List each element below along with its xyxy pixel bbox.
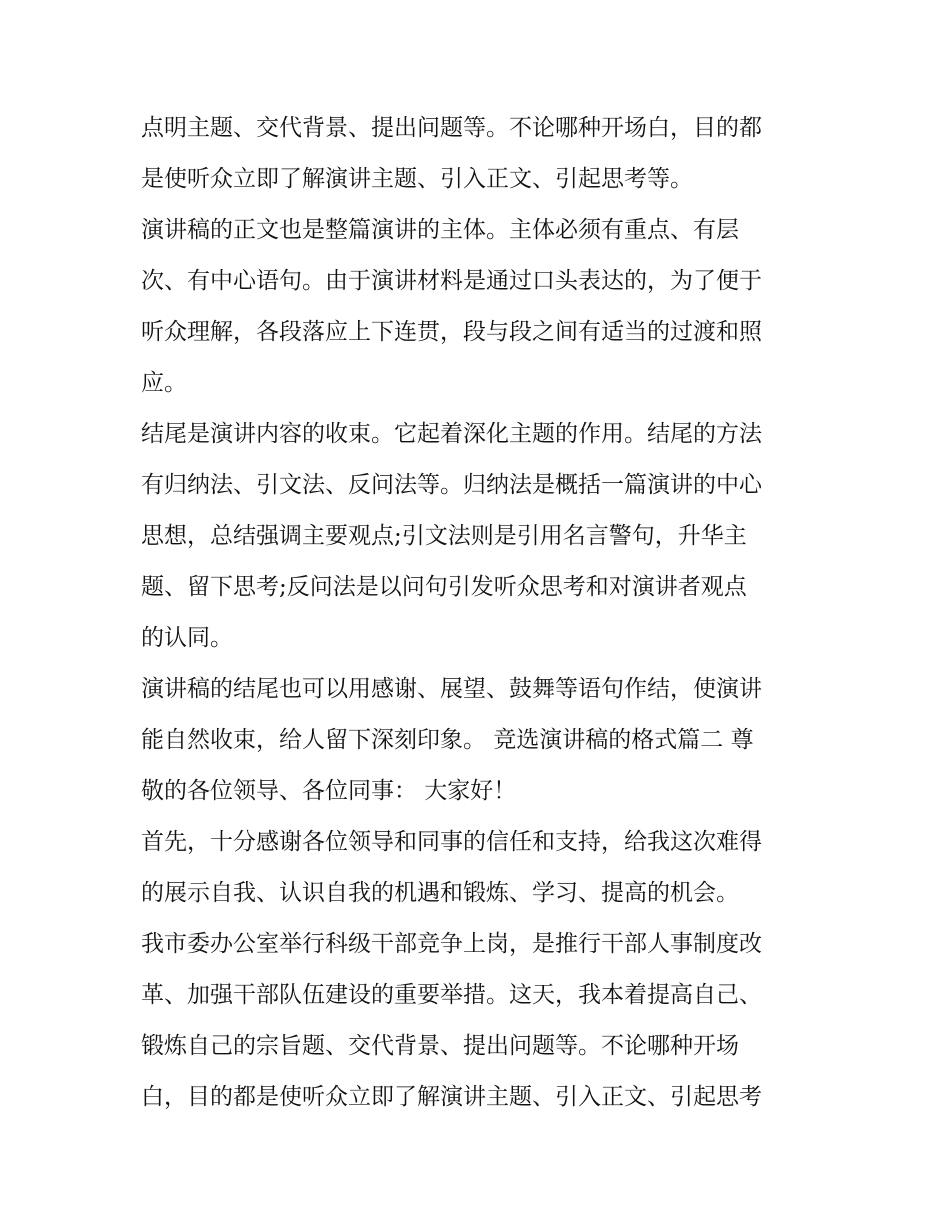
text-line: 演讲稿的结尾也可以用感谢、展望、鼓舞等语句作结，使演讲 <box>141 676 762 702</box>
text-line: 应。 <box>141 370 187 396</box>
text-line: 锻炼自己的宗旨题、交代背景、提出问题等。不论哪种开场 <box>141 1033 739 1059</box>
text-line: 的展示自我、认识自我的机遇和锻炼、学习、提高的机会。 <box>141 880 739 906</box>
text-line: 能自然收束，给人留下深刻印象。 竞选演讲稿的格式篇二 尊 <box>141 727 754 753</box>
text-line: 结尾是演讲内容的收束。它起着深化主题的作用。结尾的方法 <box>141 421 762 447</box>
text-line: 白，目的都是使听众立即了解演讲主题、引入正文、引起思考 <box>141 1084 762 1110</box>
text-line: 点明主题、交代背景、提出问题等。不论哪种开场白，目的都 <box>141 115 762 141</box>
text-line: 的认同。 <box>141 625 233 651</box>
text-line: 我市委办公室举行科级干部竞争上岗，是推行干部人事制度改 <box>141 931 762 957</box>
text-line: 次、有中心语句。由于演讲材料是通过口头表达的，为了便于 <box>141 268 762 294</box>
text-line: 演讲稿的正文也是整篇演讲的主体。主体必须有重点、有层 <box>141 217 739 243</box>
text-line: 思想，总结强调主要观点;引文法则是引用名言警句，升华主 <box>141 523 747 549</box>
text-line: 首先，十分感谢各位领导和同事的信任和支持，给我这次难得 <box>141 829 762 855</box>
text-line: 听众理解，各段落应上下连贯，段与段之间有适当的过渡和照 <box>141 319 762 345</box>
text-line: 敬的各位领导、各位同事： 大家好！ <box>141 778 517 804</box>
text-line: 有归纳法、引文法、反问法等。归纳法是概括一篇演讲的中心 <box>141 472 762 498</box>
text-line: 题、留下思考;反问法是以问句引发听众思考和对演讲者观点 <box>141 574 747 600</box>
text-line: 是使听众立即了解演讲主题、引入正文、引起思考等。 <box>141 166 693 192</box>
text-line: 革、加强干部队伍建设的重要举措。这天，我本着提高自己、 <box>141 982 762 1008</box>
